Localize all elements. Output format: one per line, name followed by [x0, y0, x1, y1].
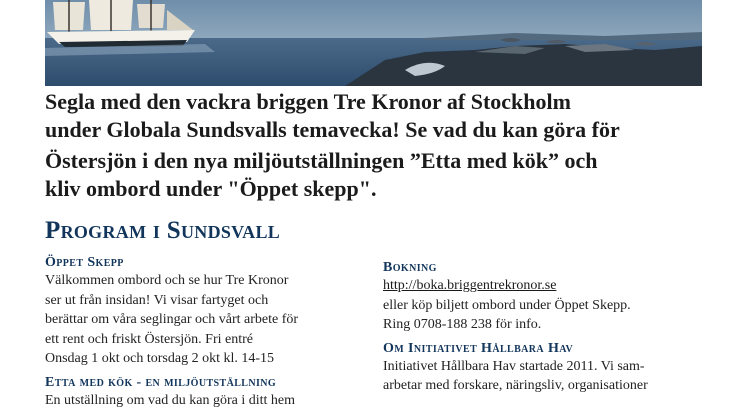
left-column	[45, 255, 350, 410]
intro-line: Segla med den vackra briggen Tre Kronor af Stockholm	[45, 89, 571, 114]
intro-line: under Globala Sundsvalls temavecka! Se vad du kan göra för	[45, 117, 620, 142]
bokning-heading: Bokning	[383, 260, 437, 275]
intro-line: kliv ombord under "Öppet skepp".	[45, 176, 377, 201]
right-column	[383, 260, 713, 396]
oppet-skepp-line: berättar om våra seglingar och vårt arbete för	[45, 312, 299, 327]
om-initiativet-line: Initiativet Hållbara Hav startade 2011. Vi sam-	[383, 358, 645, 374]
bokning-line: Ring 0708-188 238 för info.	[383, 317, 542, 332]
oppet-skepp-line: Onsdag 1 okt och torsdag 2 okt kl. 14-15	[45, 351, 275, 366]
intro-line: Östersjön i den nya miljöutställningen ”Etta med kök” och	[45, 148, 598, 173]
bokning-line: eller köp biljett ombord under Öppet Skepp.	[383, 297, 631, 313]
oppet-skepp-line: ett rent och friskt Östersjön. Fri entré	[45, 331, 254, 347]
oppet-skepp-heading: Öppet Skepp	[45, 255, 124, 270]
etta-med-kok-heading: Etta med kök - en miljöutställning	[45, 374, 277, 390]
om-initiativet-heading: Om Initiativet Hållbara Hav	[383, 340, 574, 356]
program-title: Program i Sundsvall	[45, 217, 281, 244]
etta-med-kok-line: En utställning om vad du kan göra i ditt hem	[45, 392, 296, 408]
om-initiativet-line: arbetar med forskare, näringsliv, organisationer	[383, 378, 648, 393]
ship-photo-illustration	[45, 0, 702, 86]
oppet-skepp-line: Välkommen ombord och se hur Tre Kronor	[45, 273, 289, 288]
intro-paragraph	[45, 88, 725, 203]
booking-link[interactable]: http://boka.briggentrekronor.se	[383, 278, 557, 293]
hero-photo	[45, 0, 702, 86]
oppet-skepp-line: ser ut från insidan! Vi visar fartyget och	[45, 292, 269, 308]
